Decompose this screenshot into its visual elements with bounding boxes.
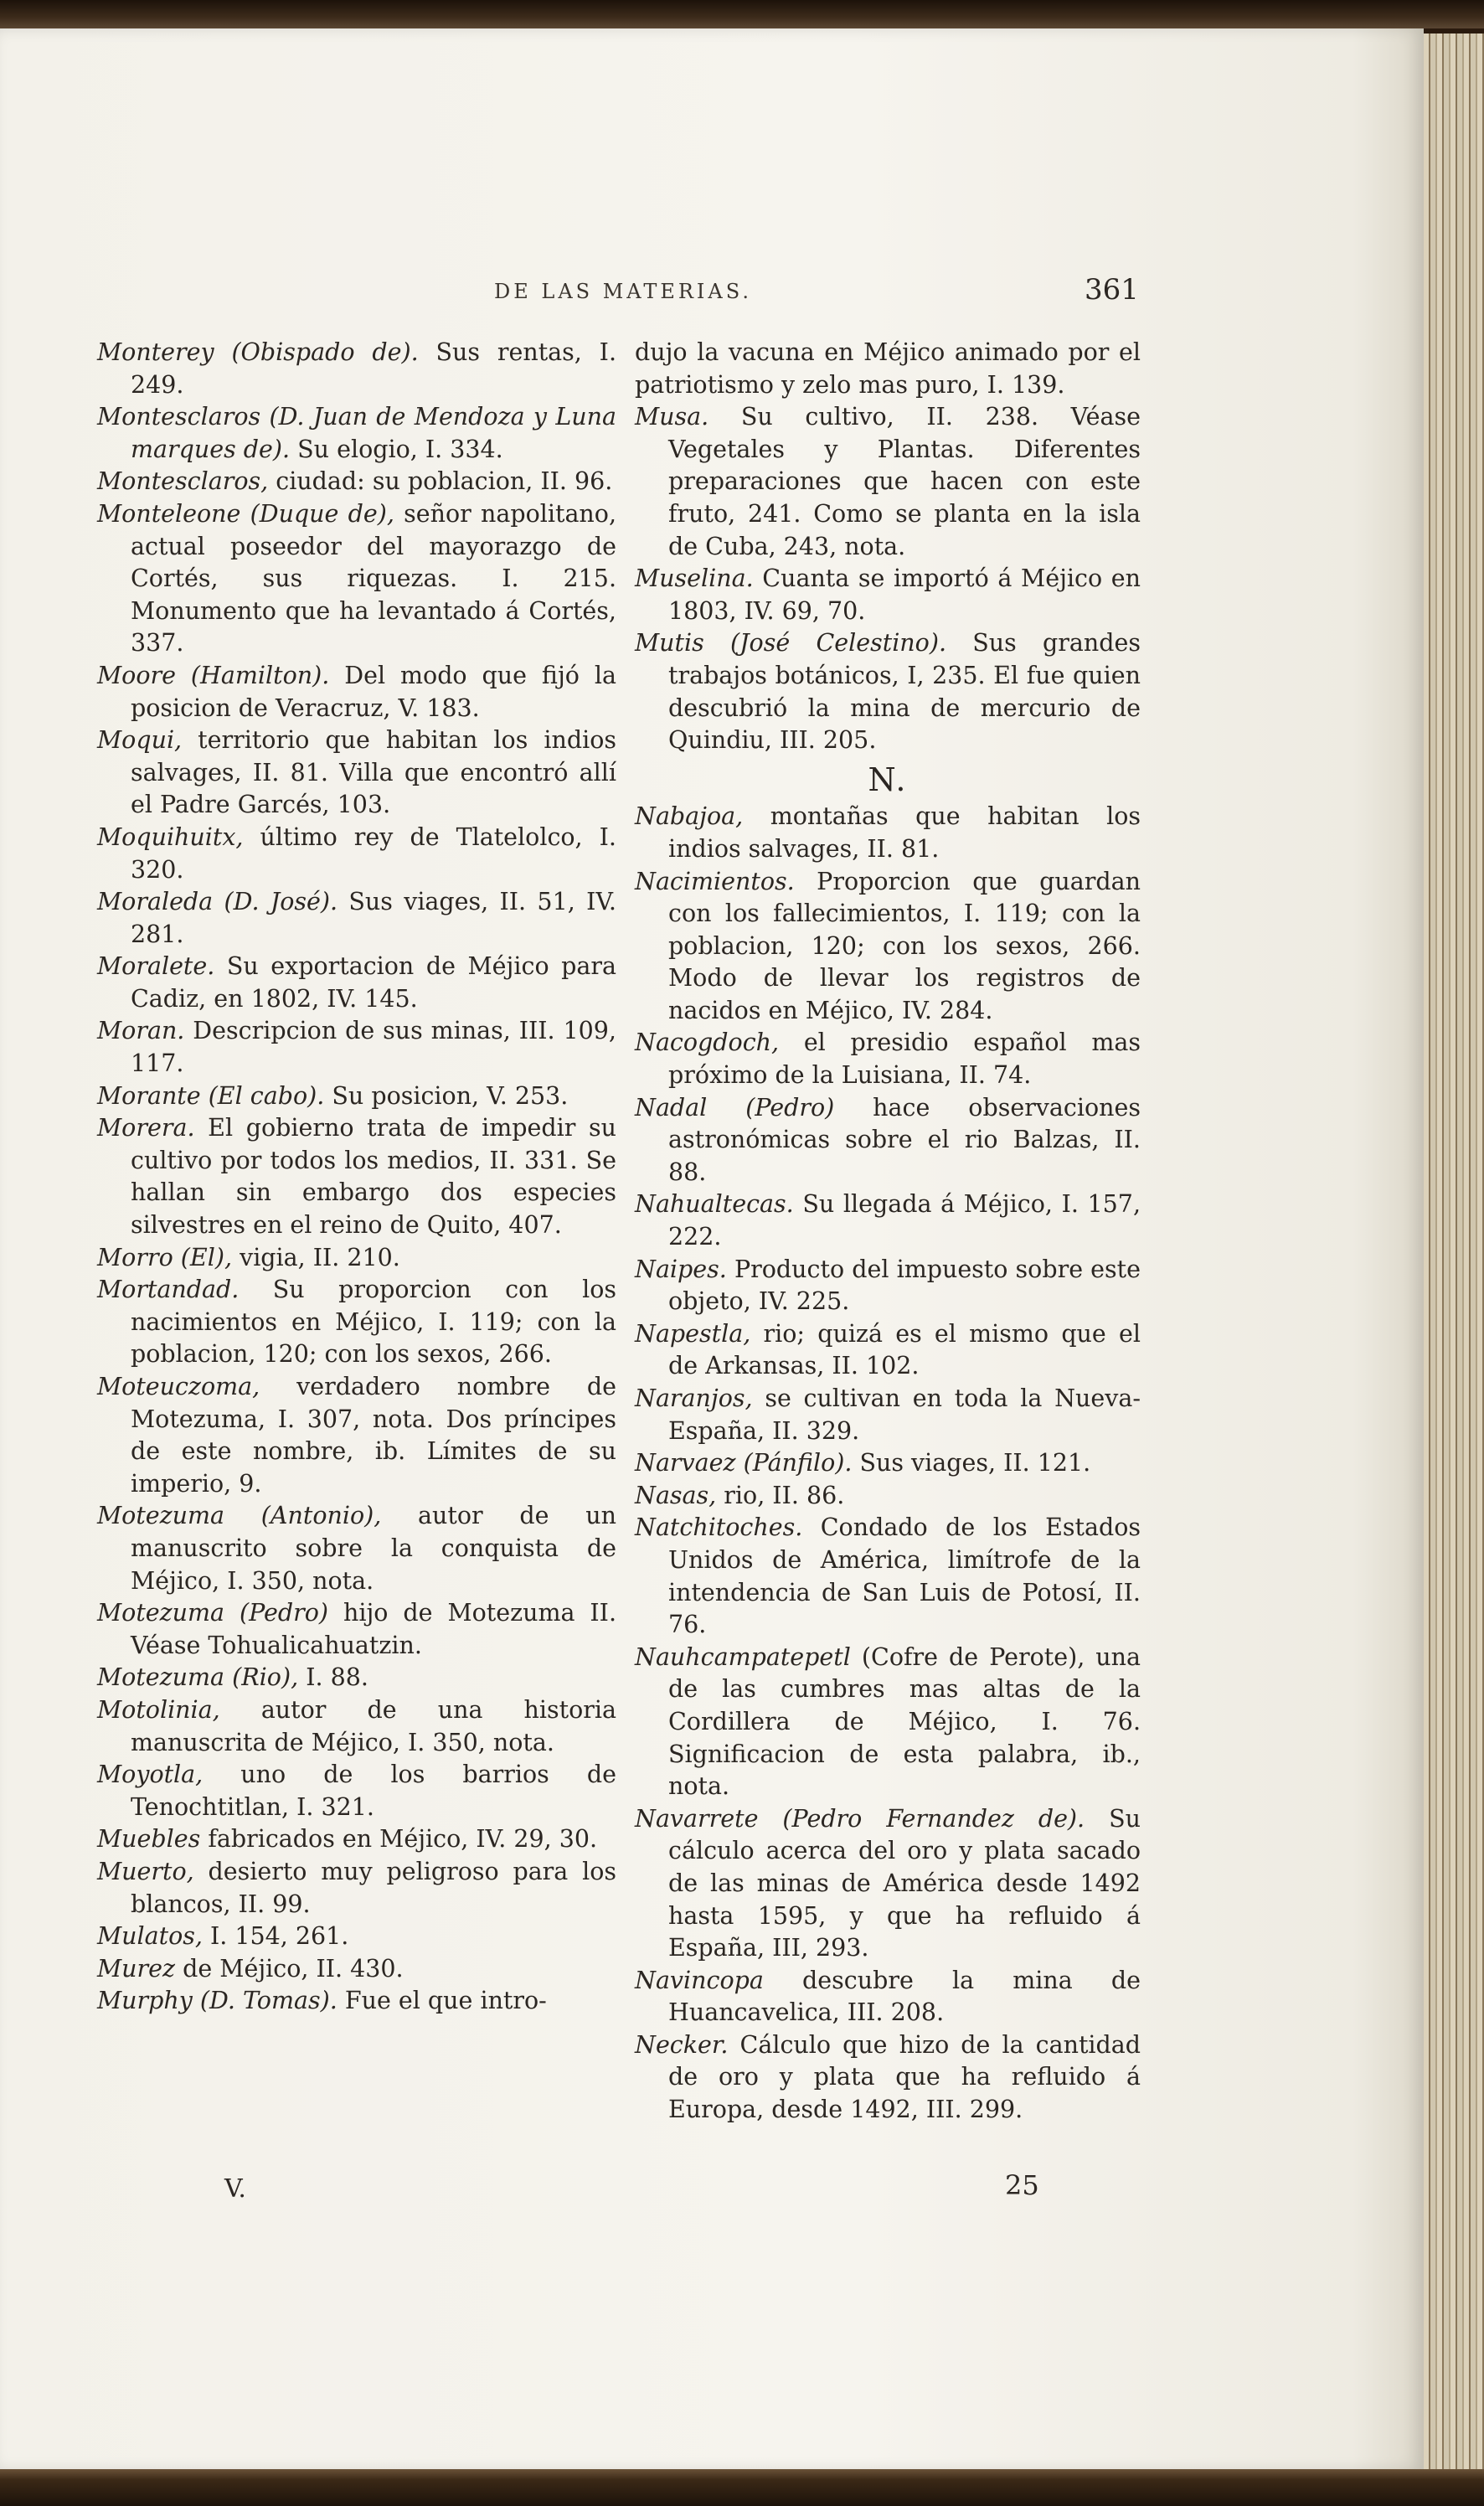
index-m-entry: [97, 724, 616, 822]
entry-headword: Mutis (José Celestino).: [635, 629, 946, 657]
entry-text: hijo de Motezuma II. Véase Tohualicahuatzin.: [131, 1599, 617, 1659]
entry-headword: Montesclaros (D. Juan de Mendoza y Luna marques de).: [97, 403, 616, 463]
index-m-entry: [97, 1274, 616, 1371]
book-binding-top: [0, 0, 1484, 28]
entry-headword: Navarrete (Pedro Fernandez de).: [635, 1804, 1085, 1833]
entry-text: Su cálculo acerca del oro y plata sacado de las minas de América desde 1492 hasta 1595, y que ha refluido á España, III, 293.: [668, 1804, 1141, 1962]
index-n-entry: [635, 1965, 1141, 2029]
index-n-entry: [635, 1803, 1141, 1965]
entry-headword: Nacimientos.: [635, 867, 795, 895]
index-m-entry: [97, 951, 616, 1015]
entry-text: último rey de Tlatelolco, I. 320.: [131, 822, 616, 884]
entry-text: verdadero nombre de Motezuma, I. 307, nota. Dos príncipes de este nombre, ib. Límites de su imperio, 9.: [131, 1373, 616, 1498]
entry-headword: Montesclaros,: [97, 467, 269, 496]
entry-headword: Nauhcampatepetl: [635, 1642, 851, 1671]
entry-text: se cultivan en toda la Nueva-España, II. 329.: [668, 1384, 1141, 1445]
running-head: [0, 273, 1424, 313]
index-m-entry: [97, 1856, 616, 1921]
index-n-entry: [635, 1480, 1141, 1513]
index-n-entry: [635, 801, 1141, 865]
entry-text: fabricados en Méjico, IV. 29, 30.: [200, 1825, 598, 1854]
entry-text: rio, II. 86.: [716, 1481, 845, 1509]
entry-headword: Morro (El),: [97, 1243, 233, 1271]
index-m-entry: [97, 1953, 616, 1986]
entry-text: Condado de los Estados Unidos de América, limítrofe de la intendencia de San Luis de Potosí, II. 76.: [668, 1513, 1141, 1639]
index-m-entry: [97, 1823, 616, 1856]
entry-text: desierto muy peligroso para los blancos, II. 99.: [131, 1857, 616, 1918]
entry-text: Sus viages, II. 51, IV. 281.: [131, 888, 616, 948]
entry-text: Su cultivo, II. 238. Véase Vegetales y Plantas. Diferentes preparaciones que hacen con este fruto, 241. Como se planta en la isla de Cuba, 243, nota.: [668, 403, 1141, 560]
index-n-entry: [635, 1189, 1141, 1253]
entry-text: Cuanta se importó á Méjico en 1803, IV. 69, 70.: [668, 565, 1141, 625]
index-m-entry: [97, 1597, 616, 1662]
index-n-entry: [635, 1027, 1141, 1091]
index-m-entry: [97, 1112, 616, 1241]
entry-text: de Méjico, II. 430.: [175, 1954, 404, 1983]
entry-headword: Motezuma (Antonio),: [97, 1502, 382, 1530]
entry-text: el presidio español mas próximo de la Luisiana, II. 74.: [668, 1029, 1141, 1090]
section-letter-n: N.: [868, 761, 908, 798]
index-m-entry: [97, 1500, 616, 1597]
entry-headword: Moore (Hamilton).: [97, 661, 330, 689]
entry-text: El gobierno trata de impedir su cultivo por todos los medios, II. 331. Se hallan sin embargo dos especies silvestres en el reino de Quito, 407.: [131, 1114, 616, 1240]
entry-text: vigia, II. 210.: [232, 1243, 400, 1271]
entry-text: señor napolitano, actual poseedor del mayorazgo de Cortés, sus riquezas. I. 215. Monumento que ha levantado á Cortés, 337.: [131, 499, 617, 657]
entry-headword: Narvaez (Pánfilo).: [635, 1449, 853, 1477]
index-n-entry: [635, 1383, 1141, 1447]
entry-headword: Monteleone (Duque de),: [97, 499, 394, 528]
signature-mark: V.: [224, 2174, 246, 2204]
entry-text: rio; quizá es el mismo que el de Arkansas, II. 102.: [668, 1319, 1141, 1380]
index-m-entry: [97, 1015, 616, 1080]
index-m-entry: [635, 627, 1141, 756]
entry-text: Descripcion de sus minas, III. 109, 117.: [131, 1017, 616, 1078]
index-n-entry: [635, 1092, 1141, 1189]
entry-headword: Motezuma (Rio),: [97, 1663, 299, 1692]
index-n-entry: [635, 1318, 1141, 1383]
entry-headword: Moqui,: [97, 726, 183, 755]
entry-text: Su exportacion de Méjico para Cadiz, en 1802, IV. 145.: [131, 952, 616, 1013]
index-n-entry: [635, 1512, 1141, 1641]
index-m-entry: [97, 1371, 616, 1500]
entry-headword: Moteuczoma,: [97, 1373, 260, 1400]
running-head-title: DE LAS MATERIAS.: [494, 280, 752, 303]
entry-text: territorio que habitan los indios salvages, II. 81. Villa que encontró allí el Padre Garcés, 103.: [131, 726, 616, 819]
entry-text: ciudad: su poblacion, II. 96.: [268, 467, 613, 496]
index-m-entry: [97, 498, 616, 660]
entry-headword: Naranjos,: [635, 1384, 753, 1412]
index-m-entry: [635, 401, 1141, 563]
entry-headword: Nasas,: [635, 1481, 717, 1509]
index-m-entry: [97, 660, 616, 724]
index-m-entry: [97, 1080, 616, 1113]
index-m-entry: [97, 1921, 616, 1953]
index-n-entry: [635, 1254, 1141, 1318]
entry-text: autor de un manuscrito sobre la conquista de Méjico, I. 350, nota.: [131, 1502, 616, 1595]
entry-headword: Moraleda (D. José).: [97, 888, 338, 916]
entry-headword: Napestla,: [635, 1319, 751, 1348]
index-m-entry: [97, 822, 616, 886]
index-n-entry: [635, 2029, 1141, 2127]
index-m-entry: [97, 337, 616, 401]
index-m-entry: [97, 466, 616, 498]
entry-text: montañas que habitan los indios salvages, II. 81.: [668, 802, 1141, 863]
entry-headword: Moralete.: [97, 952, 215, 981]
index-n-entry: [635, 866, 1141, 1028]
index-m-entry: [97, 886, 616, 951]
entry-text: Su posicion, V. 253.: [324, 1081, 569, 1110]
index-n-entry: [635, 1447, 1141, 1480]
entry-text: Proporcion que guardan con los fallecimientos, I. 119; con la poblacion, 120; con los sexos, 266. Modo de llevar los registros de nacidos en Méjico, IV. 284.: [668, 867, 1141, 1024]
entry-headword: Navincopa: [635, 1966, 764, 1994]
entry-text: Fue el que intro-: [337, 1987, 547, 2015]
entry-headword: Moran.: [97, 1017, 185, 1045]
entry-headword: Morera.: [97, 1114, 195, 1142]
book-page: [0, 28, 1424, 2471]
entry-text: Cálculo que hizo de la cantidad de oro y plata que ha refluido á Europa, desde 1492, III. 299.: [668, 2030, 1141, 2124]
entry-headword: Natchitoches.: [635, 1513, 803, 1542]
entry-text: Sus rentas, I. 249.: [131, 338, 616, 399]
entry-headword: Mulatos,: [97, 1922, 203, 1951]
entry-text: Sus viages, II. 121.: [852, 1449, 1091, 1477]
page-number: 361: [1085, 273, 1139, 307]
index-m-entry: [635, 563, 1141, 627]
continued-entry: dujo la vacuna en Méjico animado por el patriotismo y zelo mas puro, I. 139.: [635, 338, 1141, 399]
entry-headword: Muebles: [97, 1825, 201, 1854]
entry-headword: Mortandad.: [97, 1276, 240, 1304]
index-m-entry: [97, 401, 616, 466]
entry-headword: Naipes.: [635, 1255, 727, 1283]
entry-headword: Monterey (Obispado de).: [97, 338, 419, 366]
index-m-entry: [97, 1694, 616, 1759]
entry-text: Su proporcion con los nacimientos en Méjico, I. 119; con la poblacion, 120; con los sexos, 266.: [131, 1276, 616, 1369]
index-m-entry: [97, 1759, 616, 1823]
index-column-right: [635, 337, 1141, 2127]
entry-text: Del modo que fijó la posicion de Veracruz, V. 183.: [131, 661, 616, 722]
entry-text: uno de los barrios de Tenochtitlan, I. 321.: [131, 1761, 616, 1821]
entry-text: Producto del impuesto sobre este objeto, IV. 225.: [668, 1255, 1141, 1316]
entry-headword: Morante (El cabo).: [97, 1081, 325, 1110]
entry-headword: Murez: [97, 1954, 176, 1983]
index-m-entry: [97, 1985, 616, 2018]
entry-headword: Necker.: [635, 2030, 729, 2059]
entry-text: Su llegada á Méjico, I. 157, 222.: [668, 1190, 1141, 1251]
entry-text: I. 154, 261.: [202, 1922, 349, 1951]
book-binding-bottom: [0, 2469, 1484, 2506]
entry-text: I. 88.: [298, 1663, 368, 1692]
index-m-entry: [97, 1662, 616, 1694]
entry-text: descubre la mina de Huancavelica, III. 208.: [668, 1966, 1141, 2027]
entry-headword: Moquihuitx,: [97, 822, 244, 851]
index-n-entry: [635, 1642, 1141, 1803]
entry-headword: Musa.: [635, 403, 709, 431]
index-column-left: [97, 337, 616, 2018]
entry-text: (Cofre de Perote), una de las cumbres mas altas de la Cordillera de Méjico, I. 76. Significacion de esta palabra, ib., nota.: [668, 1642, 1141, 1801]
entry-headword: Nadal (Pedro): [635, 1093, 835, 1122]
entry-headword: Nacogdoch,: [635, 1029, 780, 1057]
entry-headword: Nabajoa,: [635, 802, 744, 831]
index-m-entry: [97, 1242, 616, 1275]
gathering-number: 25: [1005, 2169, 1039, 2201]
entry-text: hace observaciones astronómicas sobre el rio Balzas, II. 88.: [668, 1093, 1141, 1186]
entry-text: Su elogio, I. 334.: [290, 435, 503, 463]
entry-headword: Motezuma (Pedro): [97, 1599, 329, 1627]
entry-headword: Moyotla,: [97, 1761, 204, 1789]
entry-headword: Nahualtecas.: [635, 1190, 794, 1219]
entry-headword: Muselina.: [635, 565, 754, 593]
entry-headword: Motolinia,: [97, 1695, 220, 1724]
entry-text: autor de una historia manuscrita de Méjico, I. 350, nota.: [131, 1695, 616, 1756]
entry-headword: Murphy (D. Tomas).: [97, 1987, 338, 2015]
entry-text: Sus grandes trabajos botánicos, I, 235. El fue quien descubrió la mina de mercurio de Quindiu, III. 205.: [668, 629, 1141, 755]
entry-headword: Muerto,: [97, 1857, 194, 1885]
